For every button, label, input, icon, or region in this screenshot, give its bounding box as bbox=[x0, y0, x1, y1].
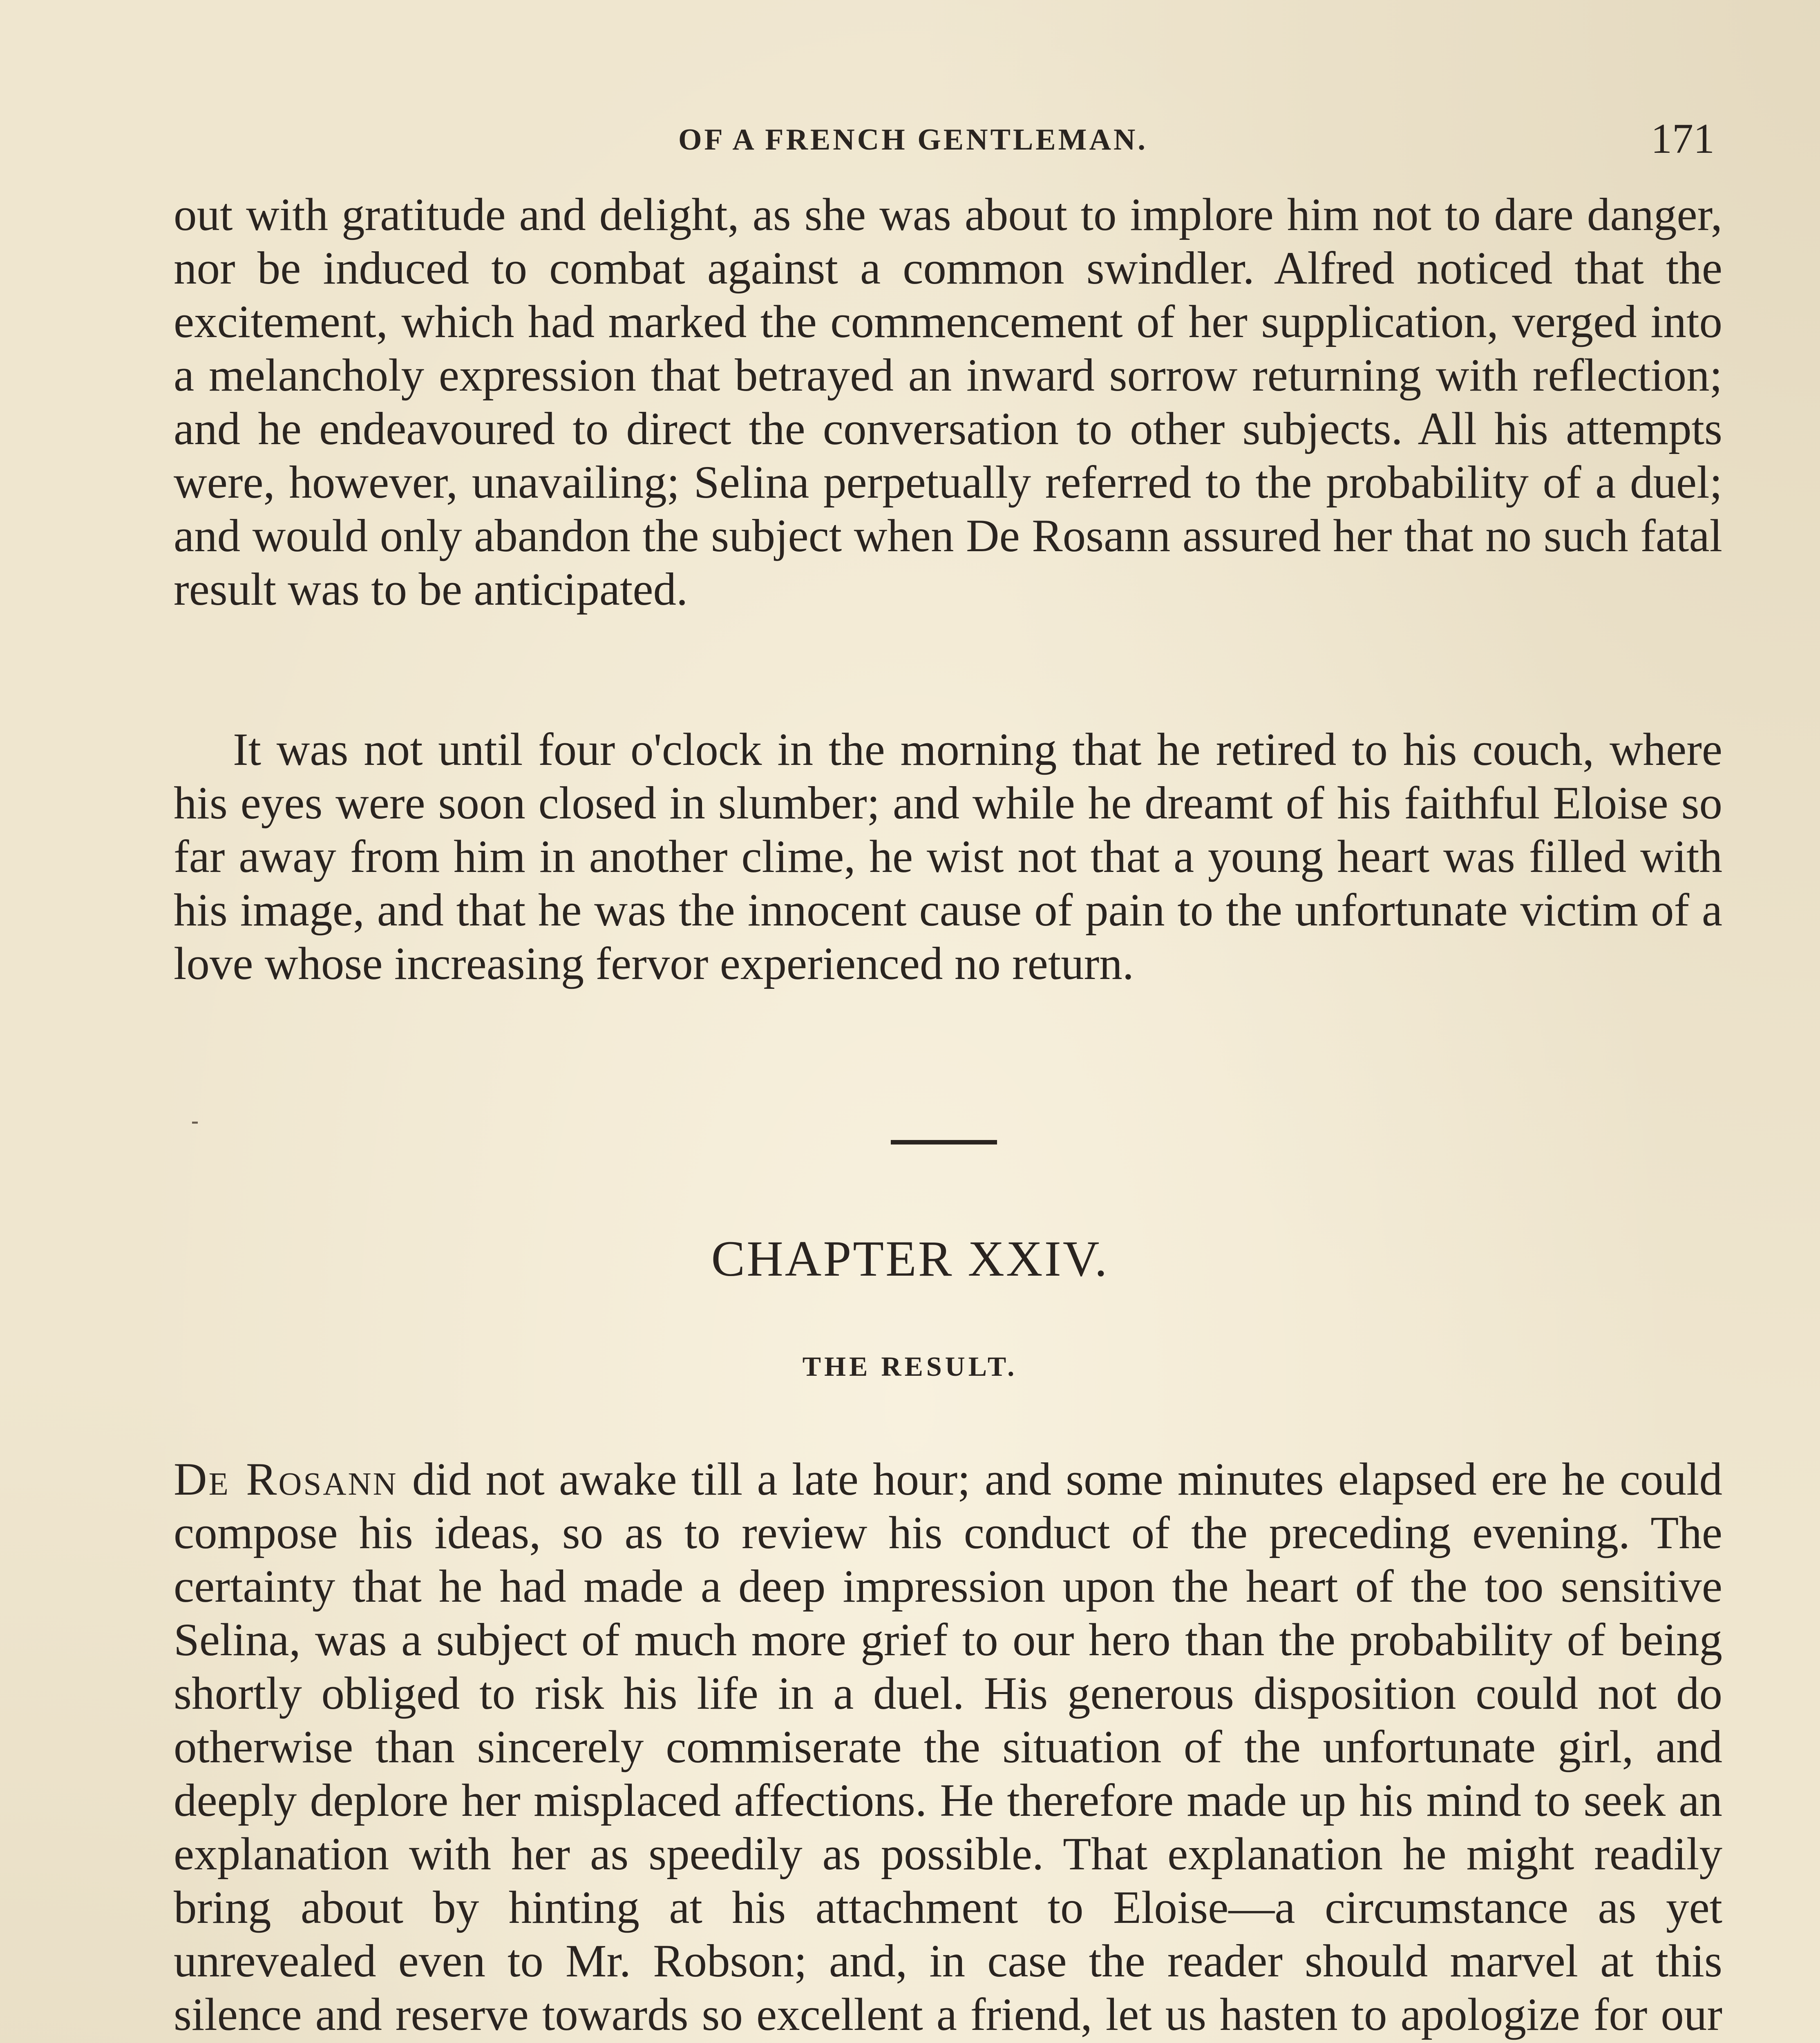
section-divider-rule bbox=[891, 1140, 997, 1144]
paragraph-continuation bbox=[174, 188, 1722, 616]
running-head: OF A FRENCH GENTLEMAN. bbox=[678, 123, 1148, 156]
chapter-paragraph-body: did not awake till a late hour; and some minutes elapsed ere he could compose his ideas, so as to review his conduct of the preceding evening. The certainty that he had made a deep impression upon the heart of the too sensitive Selina, was a subject of much more grief to our hero than the probability of being shortly obliged to risk his life in a duel. His generous disposition could not do otherwise than sincerely commiserate the situation of the unfortunate girl, and deeply deplore her misplaced affections. He therefore made up his mind to seek an explanation with her as speedily as possible. That explanation he might readily bring about by hinting at his attachment to Eloise—a circumstance as yet unrevealed even to Mr. Robson; and, in case the reader should marvel at this silence and reserve towards so excellent a friend, let us hasten to apologize for our bbox=[174, 1454, 1722, 2040]
paragraph-text: It was not until four o'clock in the morning that he retired to his couch, where his eyes were soon closed in slumber; and while he dreamt of his faithful Eloise so far away from him in another clime, he wist not that a young heart was filled with his image, and that he was the innocent cause of pain to the unfortunate victim of a love whose increasing fervor experienced no return. bbox=[174, 724, 1722, 989]
chapter-opening-paragraph bbox=[174, 1453, 1722, 2043]
paragraph-retired-to-couch bbox=[174, 723, 1722, 990]
chapter-title: CHAPTER XXIV. bbox=[711, 1231, 1109, 1287]
paragraph-text: out with gratitude and delight, as she was about to implore him not to dare danger, nor be induced to combat against a common swindler. Alfred noticed that the excitement, which had marked the commencement of her supplication, verged into a melancholy expression that betrayed an inward sorrow returning with reflection; and he endeavoured to direct the conversation to other subjects. All his attempts were, however, unavailing; Selina perpetually referred to the probability of a duel; and would only abandon the subject when De Rosann assured her that no such fatal result was to be anticipated. bbox=[174, 189, 1722, 615]
chapter-subtitle: THE RESULT. bbox=[802, 1351, 1018, 1382]
margin-mark bbox=[192, 1122, 198, 1124]
paragraph-text bbox=[174, 1453, 1722, 2043]
page-number: 171 bbox=[1651, 115, 1715, 162]
chapter-lead-words: De Rosann bbox=[174, 1454, 398, 1505]
